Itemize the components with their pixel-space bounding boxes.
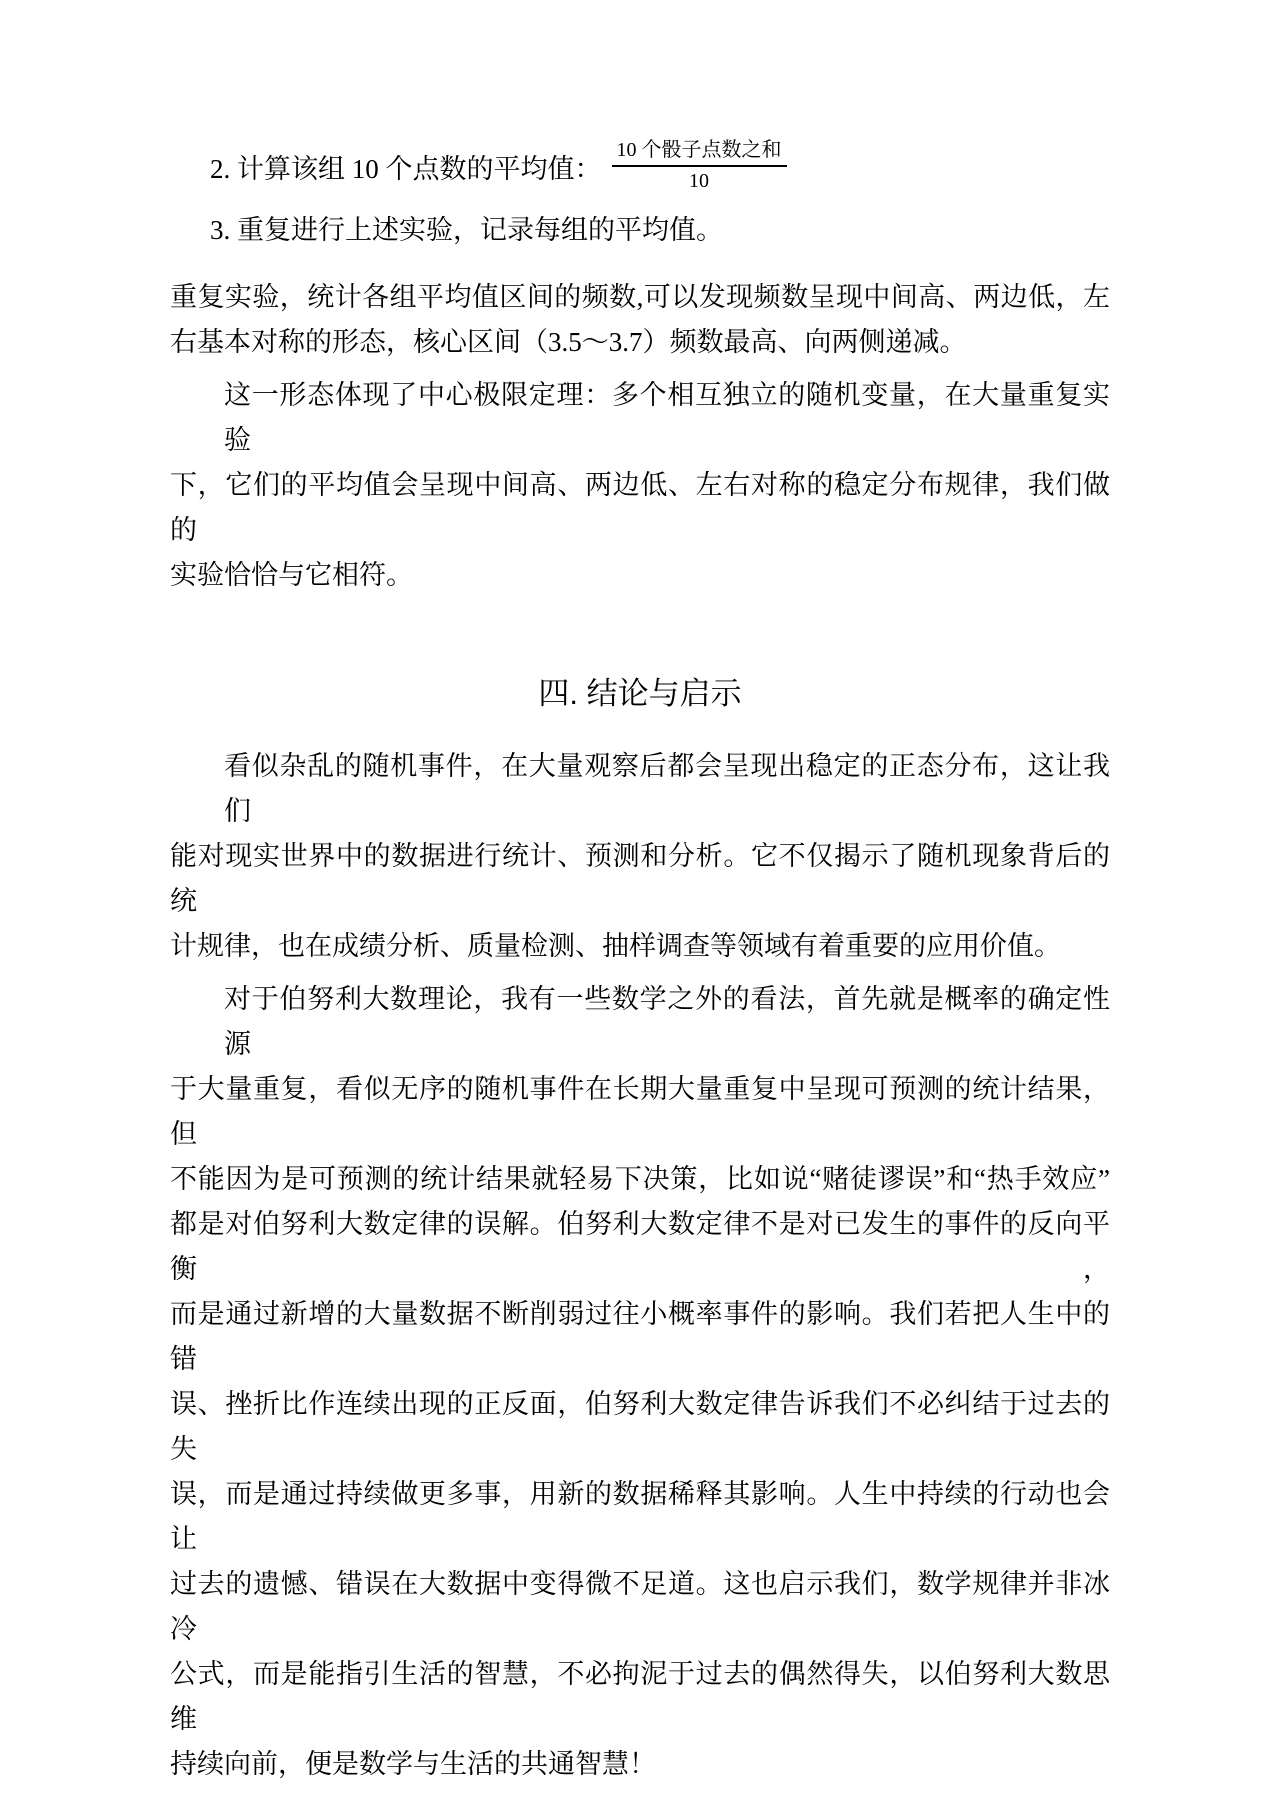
list-item-step2 xyxy=(170,134,1110,198)
paragraph-line: 持续向前，便是数学与生活的共通智慧！ xyxy=(170,1749,656,1779)
paragraph-line: 于大量重复，看似无序的随机事件在长期大量重复中呈现可预测的统计结果，但 xyxy=(170,1074,1110,1149)
paragraph-line: 计规律，也在成绩分析、质量检测、抽样调查等领域有着重要的应用价值。 xyxy=(170,931,1061,961)
paragraph-line: 对于伯努利大数理论，我有一些数学之外的看法，首先就是概率的确定性源 xyxy=(224,984,1110,1059)
fraction-numerator: 10 个骰子点数之和 xyxy=(612,137,787,167)
step2-text: 2. 计算该组 10 个点数的平均值： xyxy=(210,153,602,184)
paragraph-line: 这一形态体现了中心极限定理：多个相互独立的随机变量，在大量重复实验 xyxy=(224,380,1110,455)
paragraph-line: 实验恰恰与它相符。 xyxy=(170,560,413,590)
paragraph-line: 右基本对称的形态，核心区间（3.5～3.7）频数最高、向两侧递减。 xyxy=(170,327,967,357)
paragraph-line: 不能因为是可预测的统计结果就轻易下决策，比如说“赌徒谬误”和“热手效应” xyxy=(170,1164,1110,1194)
paragraph-line: 公式，而是能指引生活的智慧，不必拘泥于过去的偶然得失，以伯努利大数思维 xyxy=(170,1659,1110,1734)
paragraph-line: 能对现实世界中的数据进行统计、预测和分析。它不仅揭示了随机现象背后的统 xyxy=(170,841,1110,916)
paragraph-line: 误，而是通过持续做更多事，用新的数据稀释其影响。人生中持续的行动也会让 xyxy=(170,1479,1110,1554)
paragraph-repeat-experiment xyxy=(170,275,1110,365)
section-heading-conclusion: 四. 结论与启示 xyxy=(538,676,742,711)
paragraph-line: 而是通过新增的大量数据不断削弱过往小概率事件的影响。我们若把人生中的错 xyxy=(170,1299,1110,1374)
paragraph-line: 都是对伯努利大数定律的误解。伯努利大数定律不是对已发生的事件的反向平衡， xyxy=(170,1209,1110,1284)
paragraph-line: 过去的遗憾、错误在大数据中变得微不足道。这也启示我们，数学规律并非冰冷 xyxy=(170,1569,1110,1644)
paragraph-conclusion xyxy=(170,744,1110,969)
paragraph-line: 下，它们的平均值会呈现中间高、两边低、左右对称的稳定分布规律，我们做的 xyxy=(170,470,1110,545)
paragraph-reflection xyxy=(170,977,1110,1787)
list-item-step3: 3. 重复进行上述实验，记录每组的平均值。 xyxy=(210,215,723,245)
paragraph-line: 看似杂乱的随机事件，在大量观察后都会呈现出稳定的正态分布，这让我们 xyxy=(224,751,1110,826)
paragraph-line: 误、挫折比作连续出现的正反面，伯努利大数定律告诉我们不必纠结于过去的失 xyxy=(170,1389,1110,1464)
fraction-denominator: 10 xyxy=(689,170,709,192)
paragraph-central-limit xyxy=(170,373,1110,598)
fraction-formula xyxy=(612,137,787,195)
paragraph-line: 重复实验，统计各组平均值区间的频数,可以发现频数呈现中间高、两边低，左 xyxy=(170,282,1110,312)
